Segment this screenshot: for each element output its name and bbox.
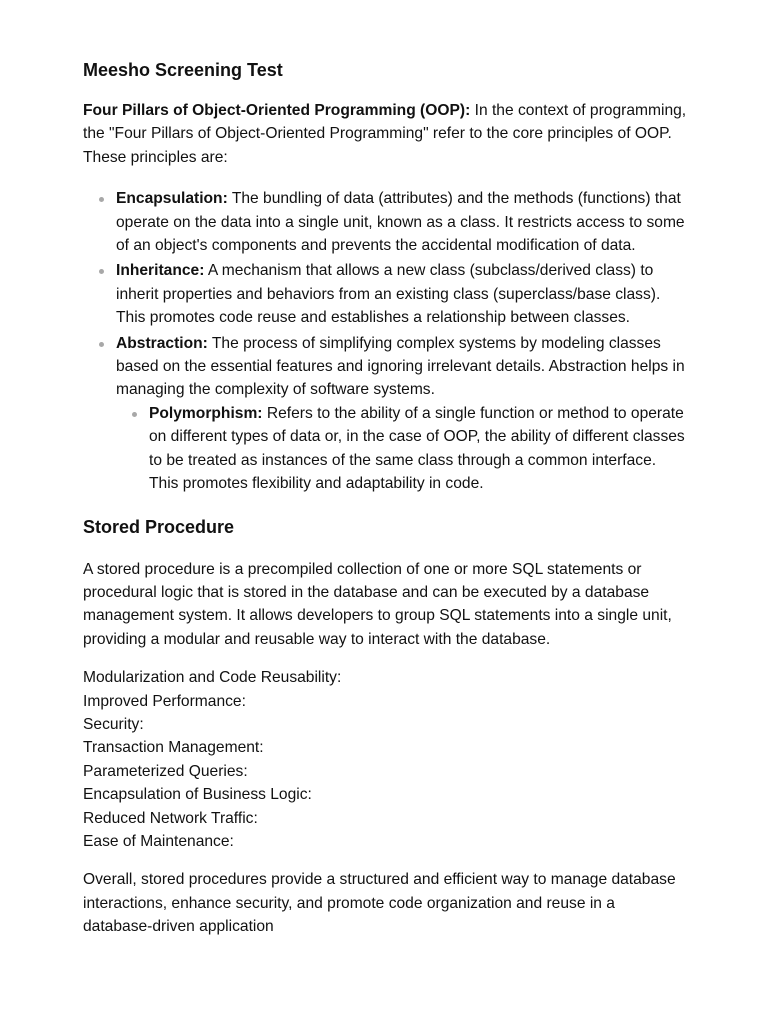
pillar-term: Inheritance: xyxy=(116,262,205,280)
oop-pillars-list xyxy=(83,187,688,495)
pillar-term: Encapsulation: xyxy=(116,190,228,208)
feature-item: Modularization and Code Reusability: xyxy=(83,669,342,687)
list-item xyxy=(83,259,688,329)
bullet-icon xyxy=(99,269,104,274)
nested-list xyxy=(116,402,688,496)
pillar-text: A mechanism that allows a new class (subclass/derived class) to inherit properties and behaviors from an existing class (superclass/base class). This promotes code reuse and establishes a relationship between classes. xyxy=(116,262,661,327)
page-title: Meesho Screening Test xyxy=(83,60,283,80)
conclusion-paragraph: Overall, stored procedures provide a structured and efficient way to manage database interactions, enhance security, and promote code organization and reuse in a database-driven application xyxy=(83,871,676,936)
oop-intro-text: In the context of programming, the "Four Pillars of Object-Oriented Programming" refer to the core principles of OOP. These principles are: xyxy=(83,102,687,166)
pillar-term: Abstraction: xyxy=(116,334,208,352)
feature-item: Improved Performance: xyxy=(83,692,246,710)
section-heading: Stored Procedure xyxy=(83,516,235,537)
list-item xyxy=(83,187,688,257)
pillar-text: Refers to the ability of a single function or method to operate on different types of data or, in the case of OOP, the ability of different classes to be treated as instances of the same class through a common interface. This promotes flexibility and adaptability in code. xyxy=(149,404,685,493)
list-item xyxy=(116,402,688,496)
pillar-text: The bundling of data (attributes) and the methods (functions) that operate on the data into a single unit, known as a class. It restricts access to some of an object's components and prevents the accidental modification of data. xyxy=(116,190,685,255)
stored-procedure-definition: A stored procedure is a precompiled collection of one or more SQL statements or procedural logic that is stored in the database and can be executed by a database management system. It allows developers to group SQL statements into a single unit, providing a modular and reusable way to interact with the database. xyxy=(83,560,672,648)
feature-item: Parameterized Queries: xyxy=(83,762,248,780)
bullet-icon xyxy=(99,197,104,202)
bullet-icon xyxy=(132,412,137,417)
oop-intro xyxy=(83,99,688,169)
bullet-icon xyxy=(99,342,104,347)
feature-item: Security: xyxy=(83,715,144,733)
feature-item: Encapsulation of Business Logic: xyxy=(83,786,312,804)
list-item xyxy=(83,332,688,496)
feature-list xyxy=(83,666,688,853)
feature-item: Ease of Maintenance: xyxy=(83,832,234,850)
pillar-term: Polymorphism: xyxy=(149,404,263,422)
feature-item: Transaction Management: xyxy=(83,739,264,757)
oop-intro-heading: Four Pillars of Object-Oriented Programming (OOP): xyxy=(83,102,471,119)
pillar-text: The process of simplifying complex systems by modeling classes based on the essential features and ignoring irrelevant details. Abstraction helps in managing the complexity of software systems. xyxy=(116,334,685,399)
feature-item: Reduced Network Traffic: xyxy=(83,809,258,827)
